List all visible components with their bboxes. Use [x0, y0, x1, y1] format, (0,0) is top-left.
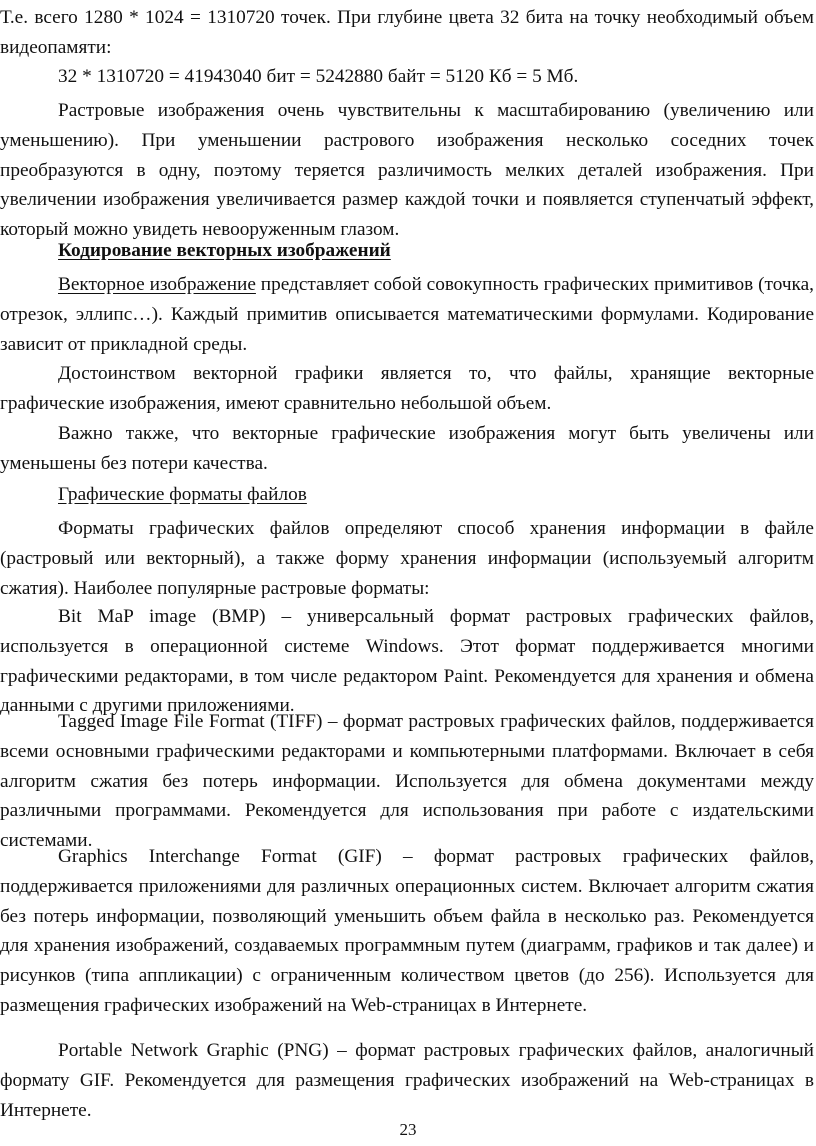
paragraph-vector-scaling: Важно также, что векторные графические изображения могут быть увеличены или уменьшены без потери качества. [0, 423, 814, 474]
paragraph-tiff: Tagged Image File Format (TIFF) – формат растровых графических файлов, поддерживается всеми основными графическими редакторами и компьютерными платформами. Включает в себя алгоритм сжатия без потерь информации. Используется для обмена документами между различными программами. Рекомендуется для использования при работе с издательскими системами. [0, 711, 814, 852]
heading-graphic-formats: Графические форматы файлов [58, 484, 307, 505]
paragraph-vector-definition [0, 270, 814, 359]
vector-definition-text: представляет собой совокупность графических примитивов (точка, отрезок, эллипс…). Каждый примитив описывается математическими формулами. Кодирование зависит от прикладной среды. [0, 274, 814, 355]
paragraph-raster-scaling: Растровые изображения очень чувствительны к масштабированию (увеличению или уменьшению). При уменьшении растрового изображения несколько соседних точек преобразуются в одну, поэтому теряется различимость мелких деталей изображения. При увеличении изображения увеличивается размер каждой точки и появляется ступенчатый эффект, который можно увидеть невооруженным глазом. [0, 100, 814, 241]
paragraph-png: Portable Network Graphic (PNG) – формат растровых графических файлов, аналогичный формату GIF. Рекомендуется для размещения графических изображений на Web-страницах в Интернете. [0, 1040, 814, 1121]
paragraph-formats-intro: Форматы графических файлов определяют способ хранения информации в файле (растровый или векторный), а также форму хранения информации (используемый алгоритм сжатия). Наиболее популярные растровые форматы: [0, 518, 814, 599]
formula-memory: 32 * 1310720 = 41943040 бит = 5242880 байт = 5120 Кб = 5 Мб. [58, 66, 579, 87]
paragraph-vector-advantage: Достоинством векторной графики является то, что файлы, хранящие векторные графические изображения, имеют сравнительно небольшой объем. [0, 363, 814, 414]
paragraph-intro: Т.е. всего 1280 * 1024 = 1310720 точек. При глубине цвета 32 бита на точку необходимый объем видеопамяти: [0, 7, 814, 58]
paragraph-gif: Graphics Interchange Format (GIF) – формат растровых графических файлов, поддерживается приложениями для различных операционных систем. Включает алгоритм сжатия без потерь информации, позволяющий уменьшить объем файла в несколько раз. Рекомендуется для хранения изображений, создаваемых программным путем (диаграмм, графиков и так далее) и рисунков (типа аппликации) с ограниченным количеством цветов (до 256). Используется для размещения графических изображений на Web-страницах в Интернете. [0, 846, 814, 1016]
vector-term: Векторное изображение [58, 274, 256, 295]
page-number: 23 [399, 1120, 417, 1139]
paragraph-bmp: Bit MaP image (BMP) – универсальный формат растровых графических файлов, используется в операционной системе Windows. Этот формат поддерживается многими графическими редакторами, в том числе редактором Paint. Рекомендуется для хранения и обмена данными с другими приложениями. [0, 606, 814, 717]
heading-vector-encoding: Кодирование векторных изображений [58, 240, 391, 261]
